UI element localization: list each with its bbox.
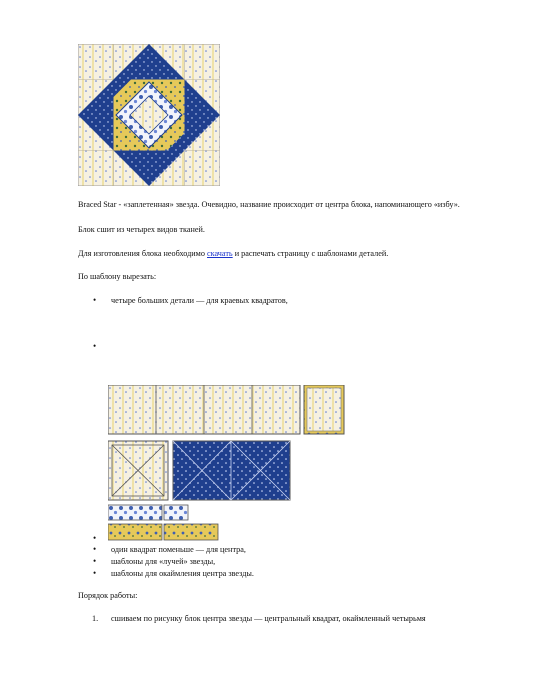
cut-item: шаблоны для окаймления центра звезды.	[111, 569, 254, 578]
download-paragraph	[78, 248, 388, 259]
step-number: 1.	[92, 614, 99, 623]
bullet-marker: •	[93, 533, 97, 543]
cut-item: четыре больших детали — для краевых квадратов,	[111, 296, 288, 305]
bullet-marker: •	[93, 341, 97, 351]
step-text: сшиваем по рисунку блок центра звезды — центральный квадрат, окаймленный четырьмя	[111, 614, 426, 623]
quilt-block-image	[78, 44, 220, 186]
fabrics-paragraph: Блок сшит из четырех видов тканей.	[78, 225, 205, 234]
bullet-marker: •	[93, 295, 97, 305]
download-text-after: и распечать страницу с шаблонами деталей.	[232, 249, 389, 258]
download-text-before: Для изготовления блока необходимо	[78, 249, 208, 258]
cut-item: шаблоны для «лучей» звезды,	[111, 557, 216, 566]
bullet-marker: •	[93, 568, 97, 578]
bullet-marker: •	[93, 544, 97, 554]
cut-item: один квадрат поменьше — для центра,	[111, 545, 246, 554]
templates-image	[108, 385, 346, 543]
cut-heading: По шаблону вырезать:	[78, 272, 157, 281]
steps-heading: Порядок работы:	[78, 591, 138, 600]
download-link[interactable]: скачать	[207, 249, 233, 258]
bullet-marker: •	[93, 556, 97, 566]
intro-paragraph: Braced Star - «заплетенная» звезда. Очевидно, название происходит от центра блока, напоминающего «избу».	[78, 200, 460, 209]
